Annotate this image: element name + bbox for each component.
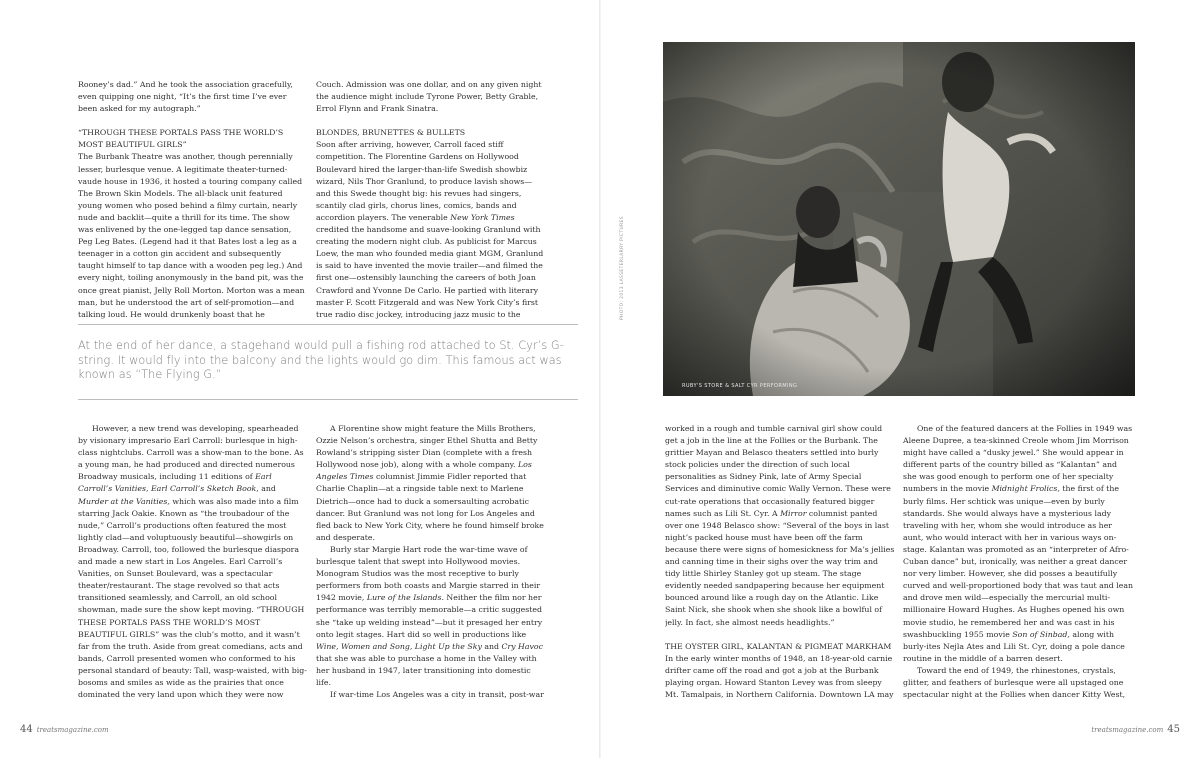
col1-body-paragraph: The Burbank Theatre was another, though perennially lesser, burlesque venue. A legitimate theater-turned-vaude house in 1936, it hosted a touring company called The Brown Skin Models. The all-black unit featured young women who posed behind a filmy curtain, nearly nude and backlit—quite a thrill for its time. The show was enlivened by the one-legged tap dance sensation, Peg Leg Bates. (Legend had it that Bates lost a leg as a teenager in a cotton gin accident and subsequently taught himself to tap dance with a wooden peg leg.) And every night, toiling anonymously in the band pit, was the once great pianist, Jelly Roll Morton. Morton was a mean man, but he understood the art of self-promotion—and talking loud. He would drunkenly boast that he: [78, 152, 305, 319]
site-url-right: treatsmagazine.com: [1091, 726, 1164, 734]
col5-section-heading: THE OYSTER GIRL, KALANTAN & PIGMEAT MARKHAM: [665, 641, 892, 651]
column-1: [78, 79, 305, 319]
col4-paragraph-2: Burly star Margie Hart rode the war-time wave of burlesque talent that swept into Hollywood movies. Monogram Studios was the most receptive to burly performers from both coasts and Margie starred in their 1942 movie, Lure of the Islands. Neither the film nor her performance was terribly memorable—a critic suggested she “take up welding instead”—but it presaged her entry onto legit stages. Hart did so well in productions like Wine, Women and Song, Light Up the Sky and Cry Havoc that she was able to purchase a home in the Valley with her husband in 1947, later transitioning into domestic life.: [316, 544, 543, 687]
col6-paragraph-2: Toward the end of 1949, the rhinestones, crystals, glitter, and feathers of burlesque were all upstaged one spectacular night at the Follies when dancer Kitty West,: [903, 665, 1126, 699]
col5-paragraph-1: worked in a rough and tumble carnival girl show could get a job in the line at the Follies or the Burbank. The grittier Mayan and Belasco theaters settled into burly stock policies under the direction of such local personalities as Sidney Pink, late of Army Special Services and diminutive comic Wally Vernon. These were cut-rate operations that occasionally featured bigger names such as Lili St. Cyr. A Mirror columnist panted over one 1948 Belasco show: “Several of the boys in last night’s packed house must have been off the farm because there were signs of homesickness for Ma’s jellies and canning time in their sighs over the way trim and tidy little Shirley Stanley got up steam. The stage evidently needed sandpapering because her equipment bounced around like a rough day on the Atlantic. Like Saint Nick, she shook when she shook like a bowlful of jelly. In fact, she almost needs headlights.”: [665, 424, 895, 627]
col2-body-paragraph: Soon after arriving, however, Carroll faced stiff competition. The Florentine Gardens on Hollywood Boulevard hired the larger-than-life Swedish showbiz wizard, Nils Thor Granlund, to produce lavish shows—and this Swede thought big: his revues had singers, scantily clad girls, chorus lines, comics, bands and accordion players. The venerable New York Times credited the handsome and suave-looking Granlund with creating the modern night club. As publicist for Marcus Loew, the man who founded media giant MGM, Granlund is said to have invented the movie trailer—and filmed the first one—ostensibly launching the careers of both Joan Crawford and Yvonne De Carlo. He partied with literary master F. Scott Fitzgerald and was New York City’s first true radio disc jockey, introducing jazz music to the: [316, 140, 544, 319]
col1-section-heading: “THROUGH THESE PORTALS PASS THE WORLD’S MOST BEAUTIFUL GIRLS”: [78, 128, 284, 150]
photo-illustration: [663, 42, 1135, 396]
col2-top-paragraph: Couch. Admission was one dollar, and on any given night the audience might include Tyrone Power, Betty Grable, Errol Flynn and Frank Sinatra.: [316, 80, 542, 114]
column-2: [316, 79, 544, 319]
right-folio: [1091, 724, 1180, 735]
col5-paragraph-2: In the early winter months of 1948, an 18-year-old carnie drifter came off the road and got a job at the Burbank playing organ. Howard Stanton Levey was from sleepy Mt. Tamalpais, in Northern California. Downtown LA may: [665, 653, 894, 699]
col2-section-heading: BLONDES, BRUNETTES & BULLETS: [316, 128, 466, 138]
column-3: [78, 423, 307, 699]
col4-paragraph-1: A Florentine show might feature the Mills Brothers, Ozzie Nelson’s orchestra, singer Ethel Shutta and Betty Rowland’s stripping sister Dian (complete with a fresh Hollywood nose job), along with a whole company. Los Angeles Times columnist Jimmie Fidler reported that Charlie Chaplin—at a ringside table next to Marlene Dietrich—once had to duck a somersaulting acrobatic dancer. But Granlund was not long for Los Angeles and fled back to New York City, where he found himself broke and desperate.: [316, 424, 544, 542]
col3-paragraph: However, a new trend was developing, spearheaded by visionary impresario Earl Carroll: burlesque in high-class nightclubs. Carroll was a show-man to the bone. As a young man, he had produced and directed numerous Broadway musicals, including 11 editions of Earl Carroll’s Vanities, Earl Carroll’s Sketch Book, and Murder at the Vanities, which was also made into a film starring Jack Oakie. Known as “the troubadour of the nude,” Carroll’s productions often featured the most lightly clad—and voluptuously beautiful—showgirls on Broadway. Carroll, too, followed the burlesque diaspora and made a new start in Los Angeles. Earl Carroll’s Vanities, on Sunset Boulevard, was a spectacular theater/restaurant. The stage revolved so that acts transitioned seamlessly, and Carroll, an old school showman, made sure the show kept moving. “THROUGH THESE PORTALS PASS THE WORLD’S MOST BEAUTIFUL GIRLS” was the club’s motto, and it wasn’t far from the truth. Aside from great comedians, acts and bands, Carroll presented women who conformed to his personal standard of beauty: Tall, wasp-waisted, with big-bosoms and smiles as wide as the prairies that once dominated the very land upon which they were now: [78, 424, 307, 699]
page-number-right: 45: [1167, 724, 1180, 735]
pull-quote: At the end of her dance, a stagehand would pull a fishing rod attached to St. Cyr’s G-string. It would fly into the balcony and the lights would go dim. This famous act was known as “The Flying G.”: [78, 339, 564, 382]
vintage-burlesque-photo: [663, 42, 1135, 396]
column-6: [903, 423, 1133, 699]
column-5: [665, 423, 895, 699]
left-folio: [20, 724, 109, 735]
photo-credit: PHOTO: 2013 LASSETERLARRY PICTURES: [620, 216, 625, 320]
col1-top-paragraph: Rooney’s dad.” And he took the association gracefully, even quipping one night, “It’s the first time I’ve ever been asked for my autograph.”: [78, 80, 293, 114]
page-number-left: 44: [20, 724, 33, 735]
site-url-left: treatsmagazine.com: [36, 726, 109, 734]
pull-quote-bottom-rule: [78, 399, 578, 400]
col6-paragraph-1: One of the featured dancers at the Follies in 1949 was Aleene Dupree, a tea-skinned Creole whom Jim Morrison might have called a “dusky jewel.” She would appear in different parts of the country billed as “Kalantan” and she was good enough to perform one of her specialty numbers in the movie Midnight Frolics, the first of the burly films. Her schtick was unique—even by burly standards. She would always have a mysterious lady traveling with her, whom she would introduce as her aunt, who would interact with her in various ways on-stage. Kalantan was promoted as an “interpreter of Afro-Cuban dance” but, ironically, was neither a great dancer nor very limber. However, she did posses a beautifully curved and well-proportioned body that was taut and lean and drove men wild—especially the mercurial multi-millionaire Howard Hughes. As Hughes opened his own movie studio, he remembered her and was cast in his swashbuckling 1955 movie Son of Sinbad, along with burly-ites Nejla Ates and Lili St. Cyr, doing a pole dance routine in the middle of a barren desert.: [903, 424, 1133, 663]
photo-caption: RUBY'S STORE & SALT CYR PERFORMING: [682, 383, 798, 389]
col4-paragraph-3: If war-time Los Angeles was a city in transit, post-war: [330, 690, 544, 699]
pull-quote-top-rule: [78, 324, 578, 325]
column-4: [316, 423, 544, 699]
